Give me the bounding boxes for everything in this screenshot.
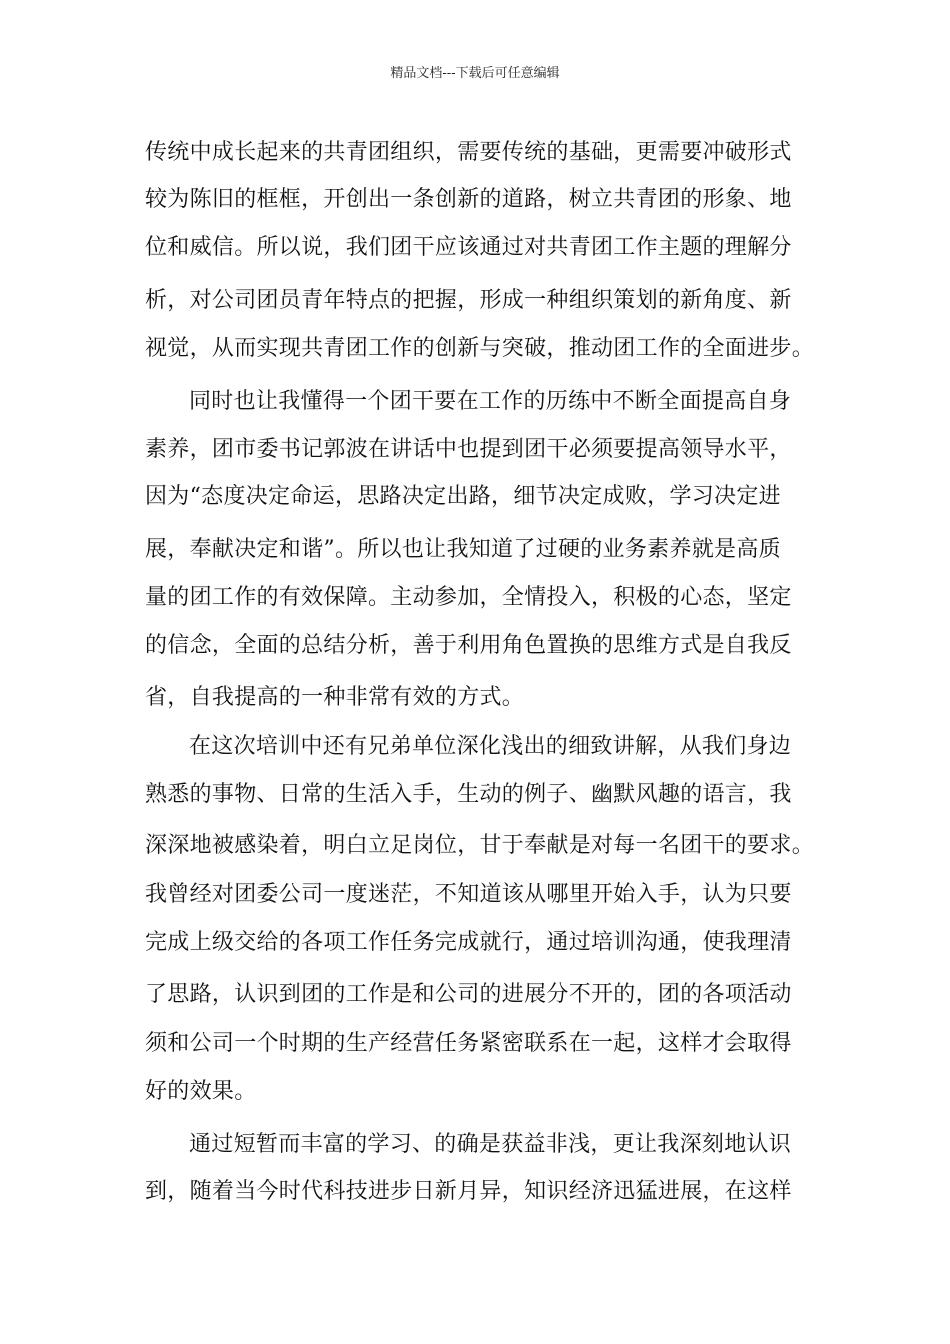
text-line: 熟悉的事物、日常的生活入手，生动的例子、幽默风趣的语言，我 bbox=[145, 782, 792, 807]
text-line: 了思路，认识到团的工作是和公司的进展分不开的，团的各项活动 bbox=[145, 982, 792, 1007]
text-line: 到，随着当今时代科技进步日新月异，知识经济迅猛进展，在这样 bbox=[145, 1179, 792, 1204]
text-line: 传统中成长起来的共青团组织，需要传统的基础，更需要冲破形式 bbox=[145, 140, 792, 165]
text-line: 完成上级交给的各项工作任务完成就行，通过培训沟通，使我理清 bbox=[145, 930, 792, 955]
text-line: 省，自我提高的一种非常有效的方式。 bbox=[145, 685, 525, 710]
paragraph-first-line: 通过短暂而丰富的学习、的确是获益非浅，更让我深刻地认识 bbox=[189, 1132, 792, 1157]
text-line: 量的团工作的有效保障。主动参加，全情投入，积极的心态，坚定 bbox=[145, 585, 792, 610]
page-header: 精品文档---下载后可任意编辑 bbox=[390, 66, 560, 81]
text-line: 我曾经对团委公司一度迷茫，不知道该从哪里开始入手，认为只要 bbox=[145, 882, 792, 907]
text-line: 因为“态度决定命运，思路决定出路，细节决定成败，学习决定进 bbox=[145, 484, 781, 509]
text-line: 深深地被感染着，明白立足岗位，甘于奉献是对每一名团干的要求。 bbox=[145, 833, 815, 858]
text-line: 须和公司一个时期的生产经营任务紧密联系在一起，这样才会取得 bbox=[145, 1031, 792, 1056]
paragraph-first-line: 在这次培训中还有兄弟单位深化浅出的细致讲解，从我们身边 bbox=[189, 734, 792, 759]
text-line: 视觉，从而实现共青团工作的创新与突破，推动团工作的全面进步。 bbox=[145, 336, 815, 361]
text-line: 好的效果。 bbox=[145, 1079, 257, 1104]
text-line: 较为陈旧的框框，开创出一条创新的道路，树立共青团的形象、地 bbox=[145, 187, 792, 212]
text-line: 素养，团市委书记郭波在讲话中也提到团干必须要提高领导水平， bbox=[145, 437, 792, 462]
paragraph-first-line: 同时也让我懂得一个团干要在工作的历练中不断全面提高自身 bbox=[189, 389, 792, 414]
text-line: 展，奉献决定和谐”。所以也让我知道了过硬的业务素养就是高质 bbox=[145, 537, 781, 562]
text-line: 的信念，全面的总结分析，善于利用角色置换的思维方式是自我反 bbox=[145, 633, 792, 658]
text-line: 位和威信。所以说，我们团干应该通过对共青团工作主题的理解分 bbox=[145, 235, 792, 260]
text-line: 析，对公司团员青年特点的把握，形成一种组织策划的新角度、新 bbox=[145, 288, 792, 313]
